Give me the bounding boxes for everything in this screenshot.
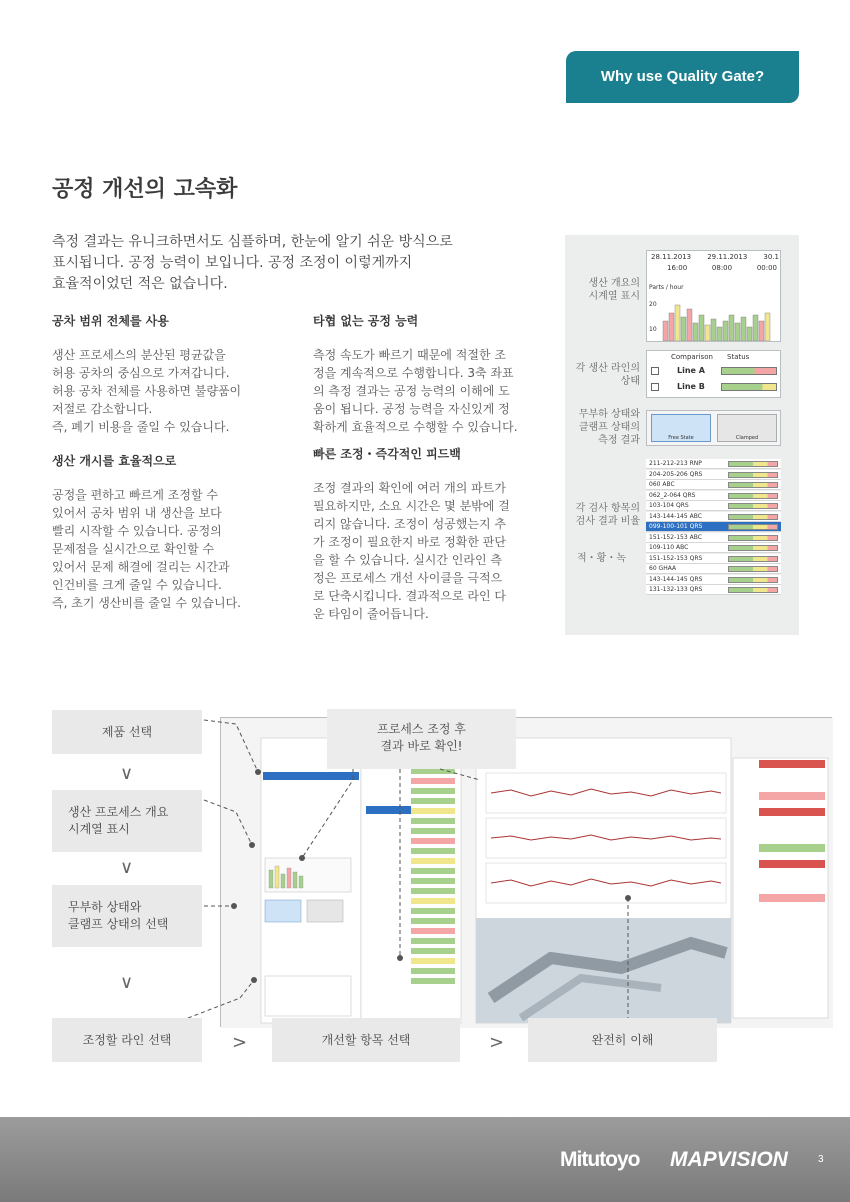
section-heading: 빠른 조정・즉각적인 피드백 <box>313 447 461 461</box>
body-line: 저절로 감소합니다. <box>52 402 153 416</box>
chevron-right-icon: > <box>232 1032 248 1053</box>
chevron-down-icon: ∨ <box>120 972 134 993</box>
body-line: 즉, 폐기 비용을 줄일 수 있습니다. <box>52 420 230 434</box>
section-heading: 공차 범위 전체를 사용 <box>52 314 169 328</box>
body-line: 움이 됩니다. 공정 능력을 자신있게 정 <box>313 402 510 416</box>
status-header: Comparison <box>671 353 713 361</box>
body-line: 허용 공차 전체를 사용하면 불량품이 <box>52 384 242 398</box>
body-line: 조정 결과의 확인에 여러 개의 파트가 <box>313 481 506 495</box>
page-number: 3 <box>818 1154 824 1165</box>
inspection-item-label: 131-132-133 QRS <box>649 586 703 593</box>
inspection-item-label: 60 GHAA <box>649 565 677 572</box>
timeline-tick: 20 <box>649 301 657 308</box>
timeline-date: 29.11.2013 <box>707 253 748 261</box>
page-title: 공정 개선의 고속화 <box>52 177 238 202</box>
clamped-button[interactable]: Clamped <box>717 414 777 442</box>
body-line: 로 단축시킵니다. 결과적으로 라인 다 <box>313 589 506 603</box>
step-clamp-select: 무부하 상태와 클램프 상태의 선택 <box>52 885 202 947</box>
step-timeline: 생산 프로세스 개요 시계열 표시 <box>52 790 202 852</box>
body-line: 의 측정 결과는 공정 능력의 이해에 도 <box>313 384 510 398</box>
timeline-time: 16:00 <box>667 264 688 272</box>
inspection-item-label: 143-144-145 ABC <box>649 512 702 520</box>
body-line: 가 조정이 필요한지 바로 정확한 판단 <box>313 535 506 549</box>
chevron-right-icon: > <box>489 1032 505 1053</box>
body-line: 운 타임이 줄어듭니다. <box>313 607 429 621</box>
intro-line: 표시됩니다. 공정 능력이 보입니다. 공정 조정이 이렇게까지 <box>52 255 413 271</box>
mitutoyo-logo: Mitutoyo <box>560 1148 640 1171</box>
step-item-select: 개선할 항목 선택 <box>272 1018 460 1062</box>
intro-line: 측정 결과는 유니크하면서도 심플하며, 한눈에 알기 쉬운 방식으로 <box>52 234 453 250</box>
inspection-item-label: 103-104 QRS <box>649 502 689 509</box>
intro-line: 효율적이었던 적은 없습니다. <box>52 276 228 292</box>
body-line: 즉, 초기 생산비를 줄일 수 있습니다. <box>52 596 241 610</box>
inspection-item-label: 143-144-145 QRS <box>649 575 703 583</box>
timeline-tick: 10 <box>649 326 657 333</box>
body-line: 확하게 효율적으로 수행할 수 있습니다. <box>313 420 518 434</box>
body-line: 인건비를 크게 줄일 수 있습니다. <box>52 578 222 592</box>
body-line: 있어서 공차 범위 내 생산을 보다 <box>52 506 222 520</box>
label-line-status: 각 생산 라인의 상태 <box>575 363 640 387</box>
chevron-down-icon: ∨ <box>120 763 134 784</box>
body-line: 허용 공차의 중심으로 가져갑니다. <box>52 366 230 380</box>
body-line: 빨리 시작할 수 있습니다. 공정의 <box>52 524 222 538</box>
body-line: 측정 속도가 빠르기 때문에 적절한 조 <box>313 348 506 362</box>
free-state-button[interactable]: Free State <box>651 414 711 442</box>
label-clamp: 무부하 상태와 클램프 상태의 측정 결과 <box>578 409 640 446</box>
chevron-down-icon: ∨ <box>120 857 134 878</box>
label-colors: 적・황・녹 <box>577 553 626 564</box>
body-line: 리지 않습니다. 조정이 성공했는지 추 <box>313 517 506 531</box>
body-line: 필요하지만, 소요 시간은 몇 분밖에 걸 <box>313 499 510 513</box>
inspection-item-label: 060 ABC <box>649 481 675 488</box>
section-heading: 타협 없는 공정 능력 <box>313 314 419 328</box>
step-understand: 완전히 이해 <box>528 1018 717 1062</box>
timeline-axis-label: Parts / hour <box>649 284 684 291</box>
timeline-time: 00:00 <box>756 264 777 272</box>
label-timeline: 생산 개요의 시계열 표시 <box>588 278 640 302</box>
inspection-item-label: 204-205-206 QRS <box>649 470 703 478</box>
inspection-item-label: 151-152-153 ABC <box>649 533 702 541</box>
body-line: 생산 프로세스의 분산된 평균값을 <box>52 348 226 362</box>
section-tab: Why use Quality Gate? <box>566 51 799 103</box>
step-product-select: 제품 선택 <box>52 710 202 754</box>
timeline-time: 08:00 <box>711 264 733 272</box>
inspection-item-label: 151-152-153 QRS <box>649 554 703 562</box>
body-line: 공정을 편하고 빠르게 조정할 수 <box>52 488 218 502</box>
callout-after-adjust: 프로세스 조정 후 결과 바로 확인! <box>327 709 516 769</box>
section-heading: 생산 개시를 효율적으로 <box>52 454 177 468</box>
inspection-item-label: 109-110 ABC <box>649 544 689 551</box>
body-line: 을 할 수 있습니다. 실시간 인라인 측 <box>313 553 502 567</box>
body-line: 있어서 문제 해결에 걸리는 시간과 <box>52 560 230 574</box>
inspection-item-label: 062_2-064 QRS <box>649 491 696 499</box>
line-a-label: Line A <box>677 366 705 375</box>
line-b-label: Line B <box>677 382 705 391</box>
inspection-item-label: 211-212-213 RNP <box>649 460 702 467</box>
body-line: 정은 프로세스 개선 사이클을 극적으 <box>313 571 503 585</box>
mapvision-logo: MAPVISION <box>670 1148 788 1171</box>
inspection-item-label: 099-100-101 QRS <box>649 523 703 530</box>
timeline-date: 30.1 <box>763 253 779 261</box>
timeline-date: 28.11.2013 <box>651 253 692 261</box>
body-line: 정을 계속적으로 수행합니다. 3축 좌표 <box>313 366 514 380</box>
body-line: 문제점을 실시간으로 확인할 수 <box>52 542 215 556</box>
label-ratio: 각 검사 항목의 검사 결과 비율 <box>575 503 640 527</box>
status-header: Status <box>727 353 750 361</box>
step-line-select: 조정할 라인 선택 <box>52 1018 202 1062</box>
